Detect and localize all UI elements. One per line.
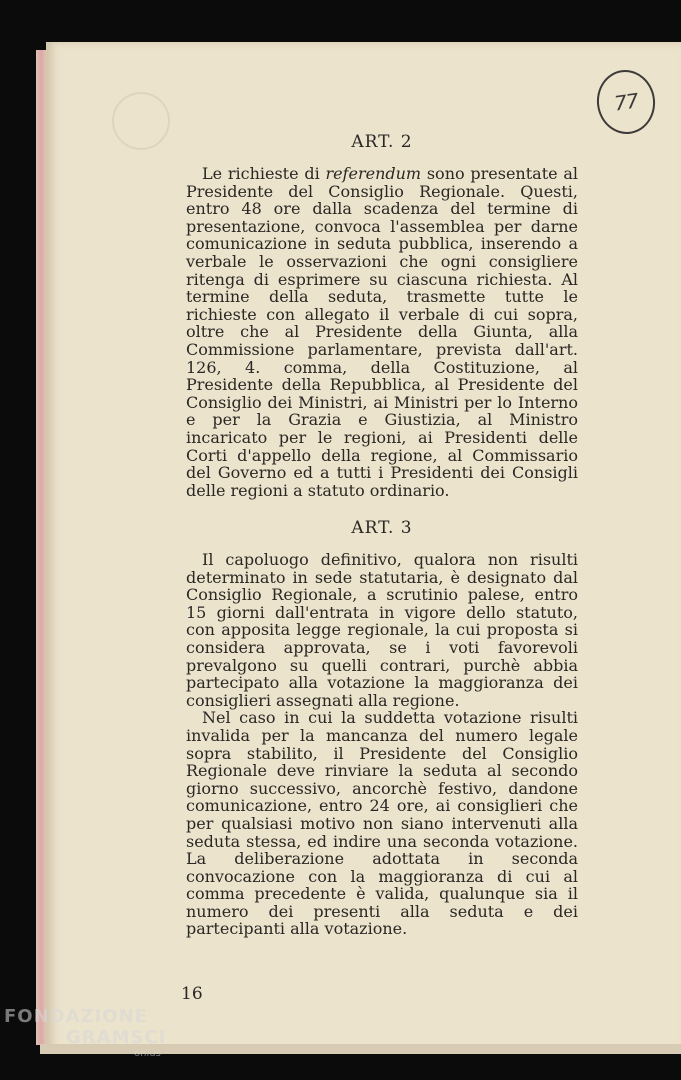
article-3-paragraph-2: Nel caso in cui la suddetta votazione risulti invalida per la mancanza del numero legale sopra stabilito, il Presidente del Consiglio Regionale deve rinviare la seduta al secondo giorno successivo, ancorchè festivo, dandone comunicazione, entro 24 ore, ai consiglieri che per qualsiasi motivo non siano intervenuti alla seduta stessa, ed indire una seconda votazione. La deliberazione adottata in seconda convocazione con la maggioranza di cui al comma precedente è valida, qualunque sia il numero dei presenti alla seduta e dei partecipanti alla votazione.	[186, 708, 578, 939]
watermark-sub: onlus	[134, 1048, 161, 1059]
paragraph-text-start: Le richieste di	[202, 164, 326, 183]
paragraph-text-rest: sono presentate al Presidente del Consiglio Regionale. Questi, entro 48 ore dalla scadenza del termine di presentazione, convoca l'assemblea per darne comunicazione in seduta pubblica, inserendo a verbale le osservazioni che ogni consigliere ritenga di esprimere su ciascuna richiesta. Al termine della seduta, trasmette tutte le richieste con allegato il verbale di cui sopra, oltre che al Presidente della Giunta, alla Commissione parlamentare, prevista dall'art. 126, 4. comma, della Costituzione, al Presidente della Repubblica, al Presidente del Consiglio dei Ministri, ai Ministri per lo Interno e per la Grazia e Giustizia, al Ministro incaricato per le regioni, ai Presidenti delle Corti d'appello della regione, al Commissario del Governo ed a tutti i Presidenti dei Consigli delle regioni a statuto ordinario.	[186, 164, 579, 500]
archive-watermark	[4, 1006, 174, 1059]
article-2-body	[186, 165, 578, 499]
article-3-heading: ART. 3	[351, 518, 413, 538]
article-3-body	[186, 551, 578, 938]
article-3-paragraph-1: Il capoluogo definitivo, qualora non risulti determinato in sede statutaria, è designato dal Consiglio Regionale, a scrutinio palese, entro 15 giorni dall'entrata in vigore dello statuto, con apposita legge regionale, la cui proposta si considera approvata, se i voti favorevoli prevalgono su quelli contrari, purchè abbia partecipato alla votazione la maggioranza dei consiglieri assegnati alla regione.	[186, 550, 578, 710]
stamp-number: 77	[612, 88, 640, 116]
faint-stamp-mark	[112, 92, 170, 150]
article-2-heading: ART. 2	[351, 132, 413, 152]
article-2-paragraph-1	[186, 165, 578, 499]
referendum-emphasis: referendum	[325, 164, 422, 183]
watermark-line1: FONDAZIONE	[4, 1006, 148, 1027]
page-number: 16	[181, 984, 203, 1004]
watermark-line2: GRAMSCI	[66, 1027, 167, 1048]
